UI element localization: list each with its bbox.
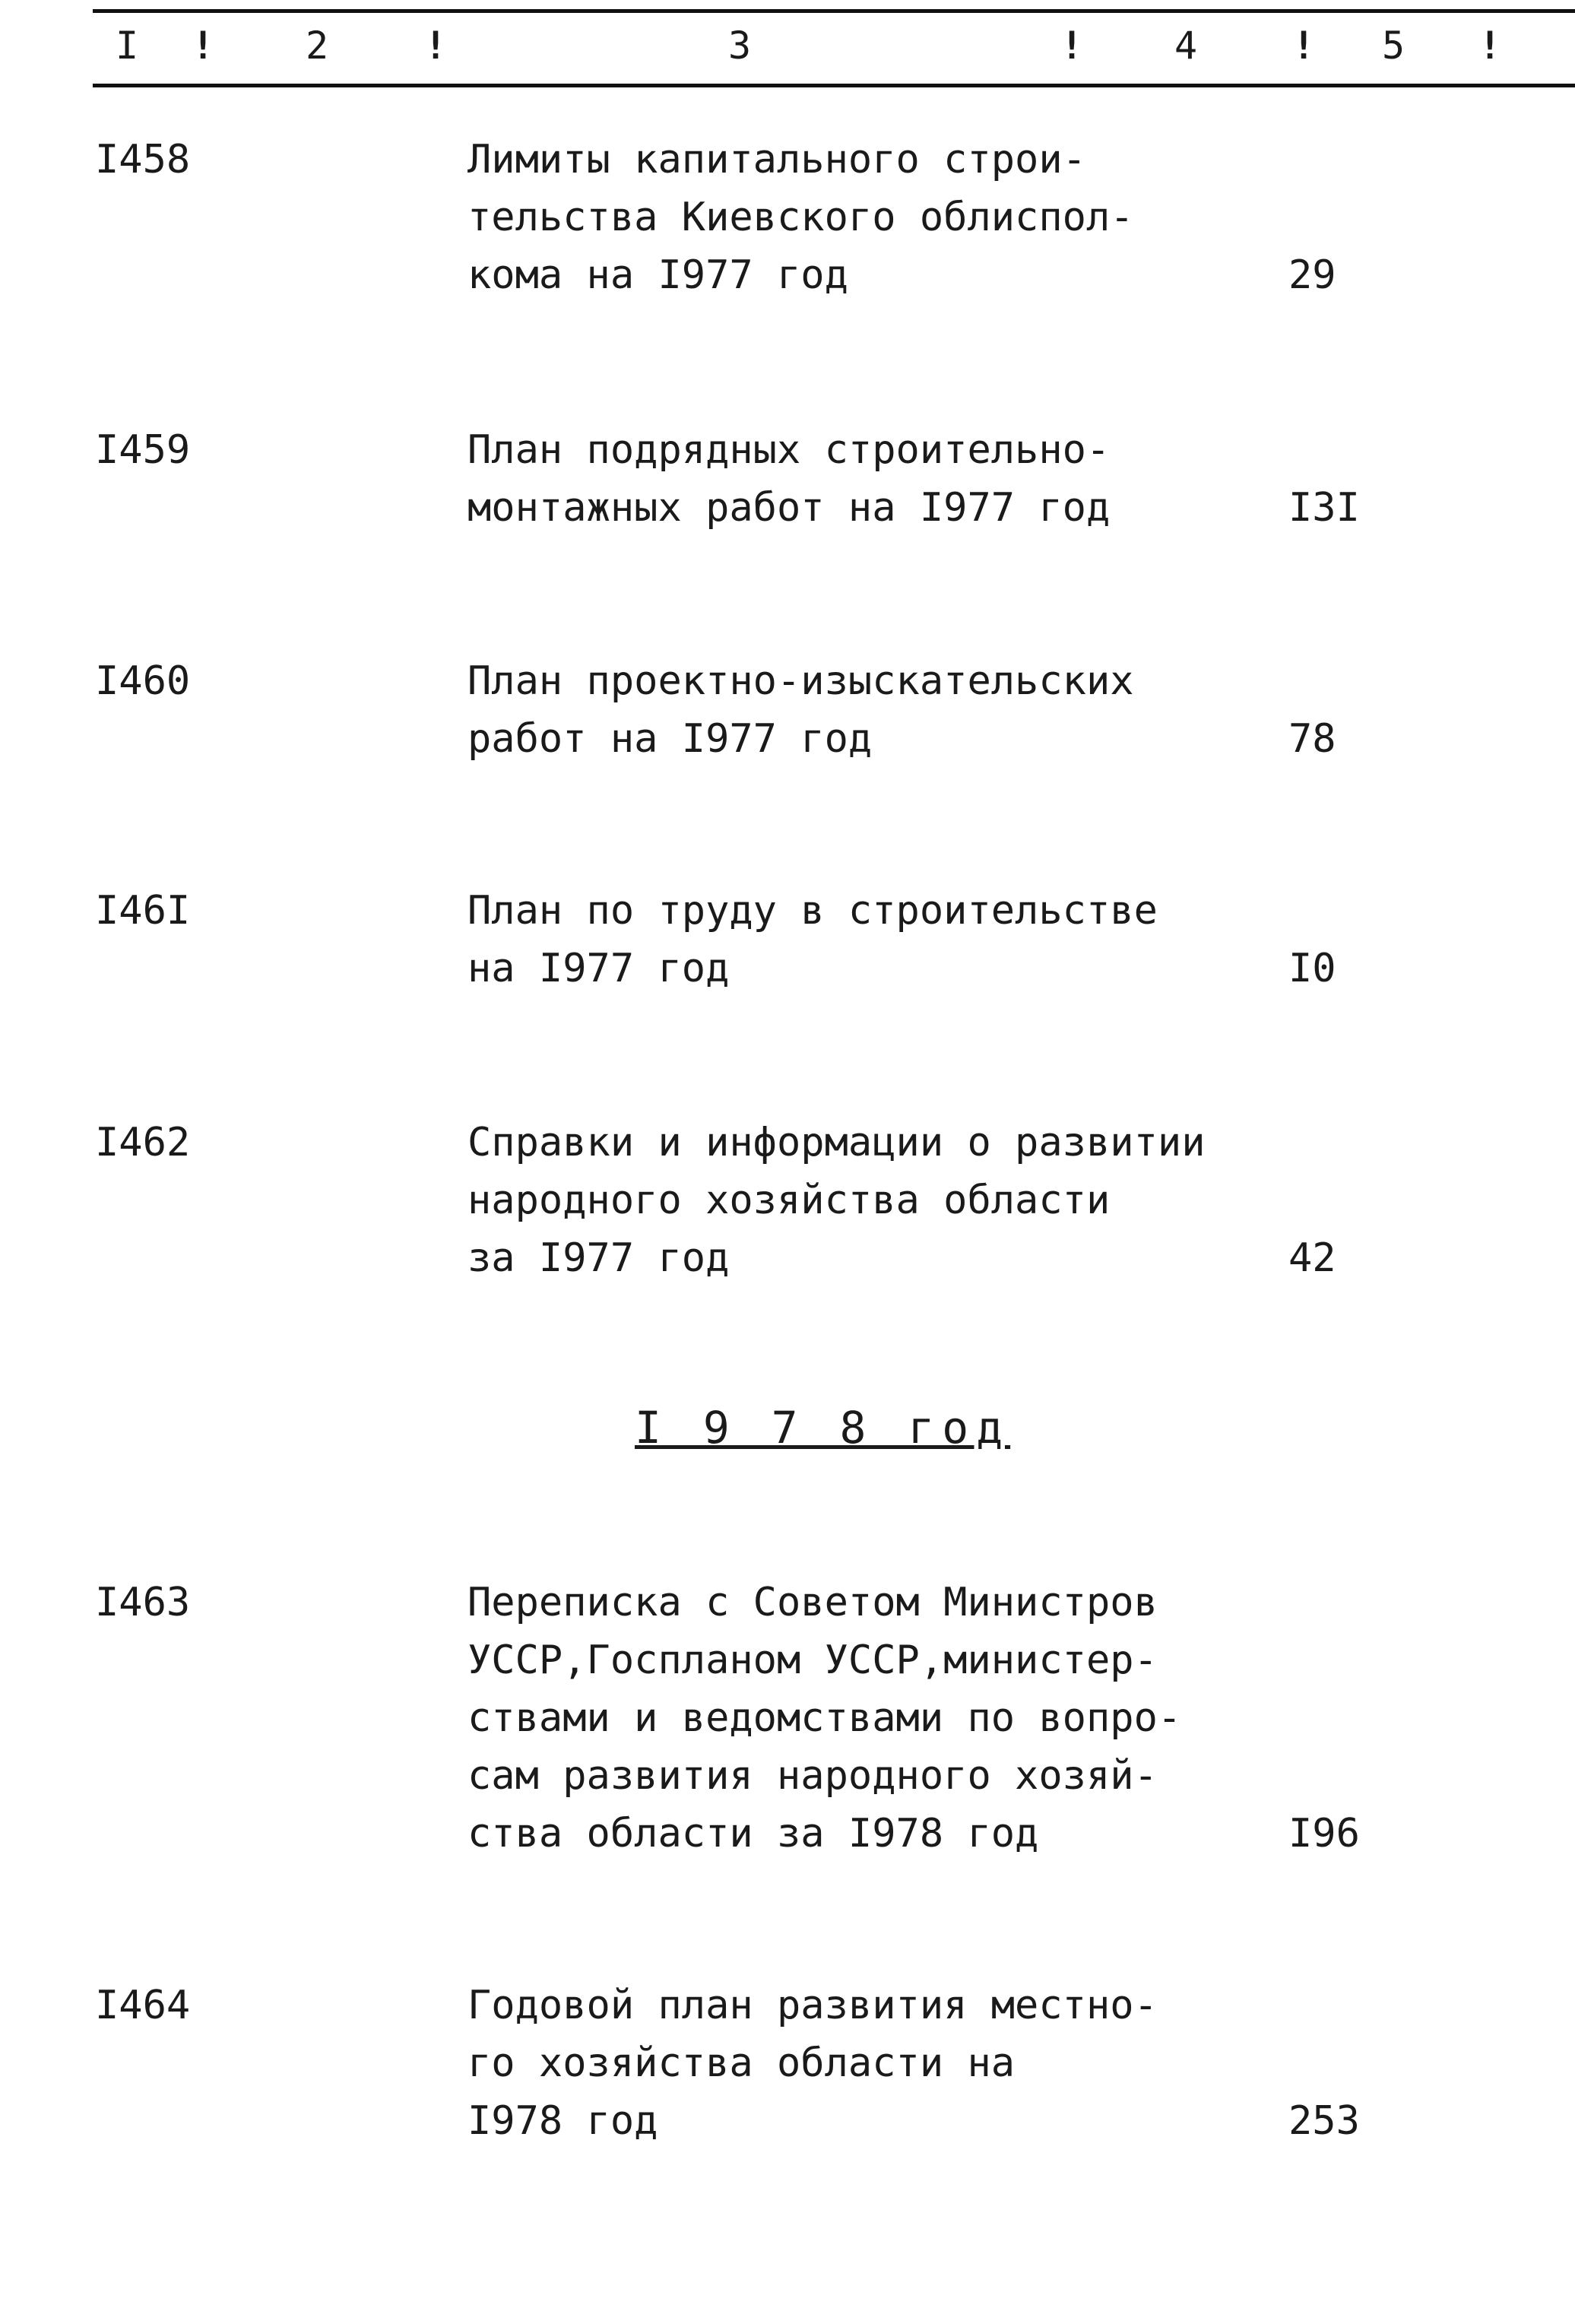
entry-sheet-count: 42: [1288, 1235, 1336, 1281]
entry-title-line: План подрядных строительно-: [467, 427, 1111, 473]
year-section-heading: I 9 7 8 год: [635, 1402, 1011, 1454]
entry-title-line: работ на I977 год: [467, 716, 873, 762]
entry-title-line: Справки и информации о развитии: [467, 1120, 1206, 1165]
col-3-header: 3: [728, 24, 752, 68]
entry-title: [467, 131, 1228, 304]
col-2-header: 2: [306, 24, 329, 68]
entry-title-line: сам развития народного хозяй-: [467, 1753, 1158, 1799]
entry-sheet-count: 29: [1288, 252, 1336, 298]
entry-title: [467, 421, 1228, 537]
entry-number: I459: [95, 427, 191, 473]
entry-title-line: монтажных работ на I977 год: [467, 485, 1111, 531]
entry-title: [467, 1114, 1228, 1287]
entry-title-line: Переписка с Советом Министров: [467, 1580, 1158, 1625]
col-separator: !: [1478, 24, 1502, 68]
entry-title-line: ствами и ведомствами по вопро-: [467, 1695, 1182, 1741]
entry-title-line: за I977 год: [467, 1235, 730, 1281]
entry-title: [467, 882, 1228, 997]
header-top-rule: [93, 9, 1575, 13]
header-bottom-rule: [93, 84, 1575, 87]
col-1-header: I: [116, 24, 139, 68]
entry-number: I460: [95, 658, 191, 704]
col-separator: !: [424, 24, 448, 68]
entry-title: [467, 1977, 1228, 2150]
entry-title-line: на I977 год: [467, 946, 730, 991]
entry-number: I462: [95, 1120, 191, 1165]
entry-title-line: План по труду в строительстве: [467, 888, 1158, 934]
entry-title-line: Лимиты капитального строи-: [467, 137, 1086, 182]
entry-sheet-count: I0: [1288, 946, 1336, 991]
entry-title: [467, 1574, 1228, 1863]
entry-number: I463: [95, 1580, 191, 1625]
entry-sheet-count: 253: [1288, 2098, 1360, 2144]
entry-title-line: го хозяйства области на: [467, 2040, 1016, 2086]
entry-sheet-count: I96: [1288, 1811, 1360, 1856]
entry-title-line: Годовой план развития местно-: [467, 1983, 1158, 2028]
col-separator: !: [1060, 24, 1084, 68]
entry-title-line: кома на I977 год: [467, 252, 848, 298]
col-separator: !: [192, 24, 215, 68]
entry-number: I464: [95, 1983, 191, 2028]
entry-title-line: ства области за I978 год: [467, 1811, 1039, 1856]
entry-sheet-count: I3I: [1288, 485, 1360, 531]
entry-title: [467, 652, 1228, 768]
col-separator: !: [1292, 24, 1316, 68]
entry-title-line: План проектно-изыскательских: [467, 658, 1134, 704]
entry-title-line: УССР,Госпланом УССР,министер-: [467, 1638, 1158, 1683]
entry-title-line: тельства Киевского облиспол-: [467, 195, 1134, 240]
entry-sheet-count: 78: [1288, 716, 1336, 762]
entry-title-line: I978 год: [467, 2098, 658, 2144]
entry-title-line: народного хозяйства области: [467, 1178, 1111, 1223]
entry-number: I46I: [95, 888, 191, 934]
col-5-header: 5: [1382, 24, 1405, 68]
entry-number: I458: [95, 137, 191, 182]
col-4-header: 4: [1174, 24, 1198, 68]
